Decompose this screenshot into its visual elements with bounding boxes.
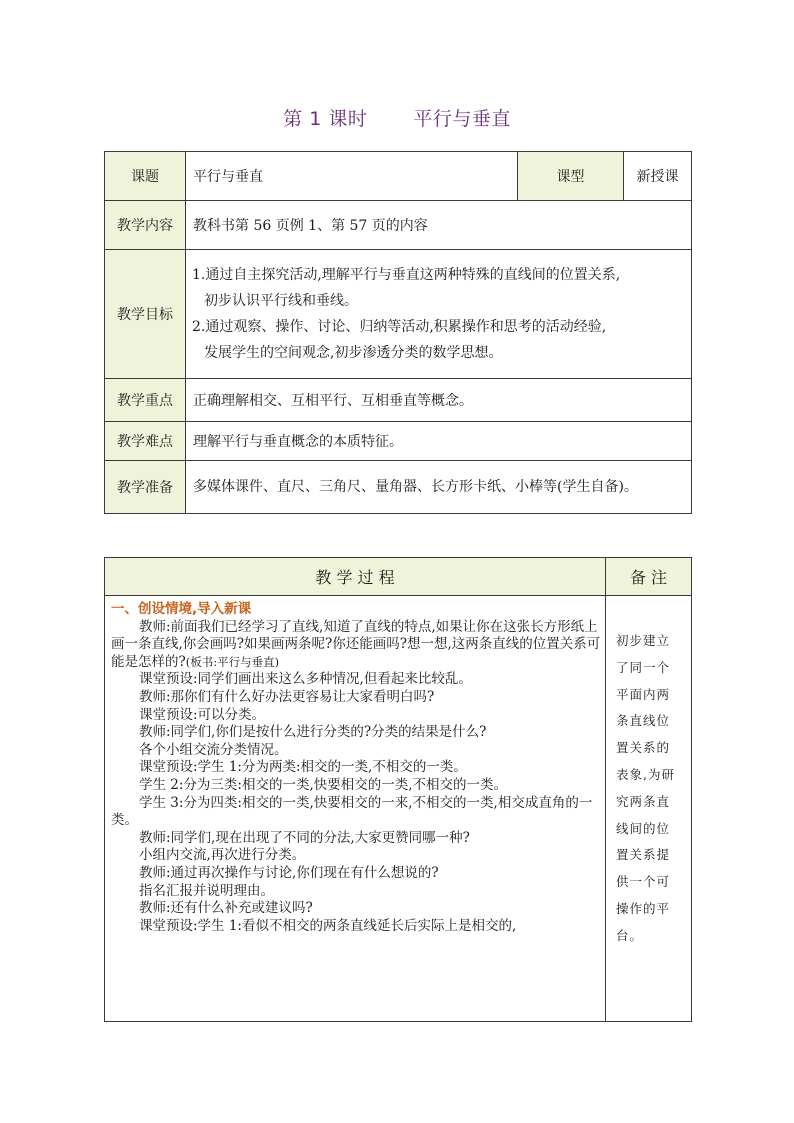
paragraph (111, 619, 601, 672)
topic-label: 课题 (105, 152, 186, 201)
key-points-label: 教学重点 (105, 379, 186, 422)
goals-value (186, 250, 692, 379)
type-value: 新授课 (624, 152, 692, 201)
goal-1-line-1: 1.通过自主探究活动,理解平行与垂直这两种特殊的直线间的位置关系, (192, 267, 621, 283)
section-1-title: 一、创设情境,导入新课 (111, 601, 252, 617)
prep-label: 教学准备 (105, 461, 186, 514)
paragraph: 教师:通过再次操作与讨论,你们现在有什么想说的? (139, 864, 439, 881)
type-label: 课型 (518, 152, 624, 201)
lesson-number: 第 1 课时 (283, 108, 368, 130)
content-value: 教科书第 56 页例 1、第 57 页的内容 (186, 201, 692, 250)
paragraph: 各个小组交流分类情况。 (139, 741, 288, 758)
content-label: 教学内容 (105, 201, 186, 250)
paragraph: 课堂预设:可以分类。 (139, 706, 266, 723)
goals-label: 教学目标 (105, 250, 186, 379)
paragraph: 学生 2:分为三类:相交的一类,快要相交的一类,不相交的一类。 (139, 776, 508, 793)
process-table (104, 557, 692, 1022)
board-note: (板书:平行与垂直) (185, 654, 280, 669)
notes-header: 备 注 (606, 558, 692, 596)
goal-2-line-1: 2.通过观察、操作、讨论、归纳等活动,积累操作和思考的活动经验, (192, 319, 607, 335)
lesson-info-table (104, 151, 692, 514)
difficulty-value: 理解平行与垂直概念的本质特征。 (186, 422, 692, 461)
paragraph: 学生 3:分为四类:相交的一类,快要相交的一来,不相交的一类,相交成直角的一类。 (111, 794, 593, 829)
paragraph: 小组内交流,再次进行分类。 (139, 847, 306, 864)
side-note: 初步建立了同一个平面内两条直线位置关系的表象,为研究两条直线间的位置关系提供一个可操作的平台。 (606, 596, 692, 1022)
paragraph: 指名汇报并说明理由。 (139, 882, 274, 899)
lesson-topic: 平行与垂直 (413, 108, 511, 130)
paragraph: 教师:那你们有什么好办法更容易让大家看明白吗? (139, 688, 435, 705)
topic-value: 平行与垂直 (186, 152, 518, 201)
paragraph: 课堂预设:学生 1:分为两类:相交的一类,不相交的一类。 (139, 759, 467, 776)
page-title (0, 104, 794, 131)
paragraph: 教师:同学们,现在出现了不同的分法,大家更赞同哪一种? (139, 829, 470, 846)
process-content (105, 596, 606, 1022)
paragraph-text: 教师:前面我们已经学习了直线,知道了直线的特点,如果让你在这张长方形纸上画一条直线,你会画吗?如果画两条呢?你还能画吗?想一想,这两条直线的位置关系可能是怎样的? (111, 618, 601, 670)
goal-2-line-2: 发展学生的空间观念,初步渗透分类的数学思想。 (204, 345, 503, 361)
paragraph: 教师:同学们,你们是按什么进行分类的?分类的结果是什么? (139, 724, 487, 741)
paragraph: 课堂预设:同学们画出来这么多种情况,但看起来比较乱。 (139, 671, 472, 688)
difficulty-label: 教学难点 (105, 422, 186, 461)
key-points-value: 正确理解相交、互相平行、互相垂直等概念。 (186, 379, 692, 422)
paragraph: 课堂预设:学生 1:看似不相交的两条直线延长后实际上是相交的, (139, 917, 517, 934)
process-header: 教 学 过 程 (105, 558, 606, 596)
goal-1-line-2: 初步认识平行线和垂线。 (204, 293, 358, 309)
prep-value: 多媒体课件、直尺、三角尺、量角器、长方形卡纸、小棒等(学生自备)。 (186, 461, 692, 514)
paragraph: 教师:还有什么补充或建议吗? (139, 900, 313, 917)
